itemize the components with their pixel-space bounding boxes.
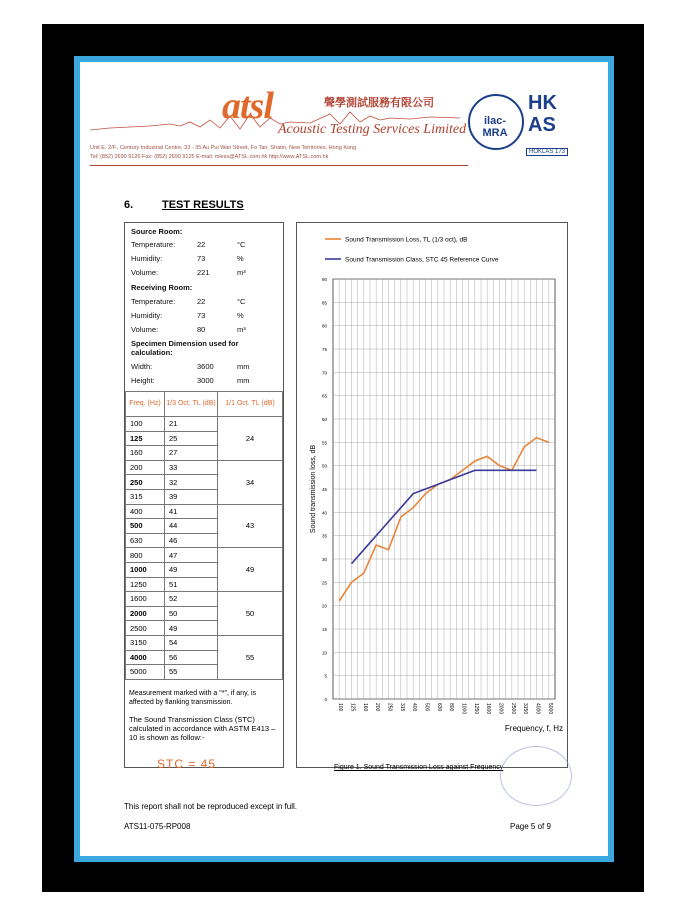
x-tick-label: 400 — [411, 703, 418, 712]
page-number: Page 5 of 9 — [510, 822, 551, 831]
legend-label: Sound Transmission Class, STC 45 Reference Curve — [345, 256, 499, 264]
col-full-oct: 1/1 Oct. TL (dB) — [218, 392, 283, 417]
freq-cell: 500 — [126, 519, 165, 534]
x-tick-label: 2000 — [497, 703, 504, 715]
source-volume-value: 221 — [197, 268, 210, 277]
receiving-room-heading: Receiving Room: — [131, 283, 193, 292]
freq-cell: 3150 — [126, 635, 165, 650]
source-temp-unit: °C — [237, 240, 246, 249]
x-tick-label: 200 — [374, 703, 381, 712]
y-tick-label: 40 — [321, 510, 327, 516]
x-tick-label: 5000 — [546, 703, 553, 715]
recv-temp-value: 22 — [197, 297, 206, 306]
x-tick-label: 315 — [398, 703, 405, 712]
y-tick-label: 30 — [321, 557, 327, 562]
x-tick-label: 1250 — [472, 703, 479, 715]
source-temp-label: Temperature: — [131, 240, 176, 249]
stc-value: STC = 45 — [157, 757, 217, 771]
third-oct-cell: 33 — [165, 460, 218, 475]
third-oct-cell: 52 — [165, 592, 218, 607]
height-unit: mm — [237, 376, 250, 385]
third-oct-cell: 56 — [165, 650, 218, 665]
ilac-mra-text: ilac-MRA — [482, 115, 508, 139]
table-row — [126, 504, 283, 519]
recv-humidity-value: 73 — [197, 311, 206, 320]
full-oct-cell: 55 — [218, 635, 283, 679]
freq-cell: 1000 — [126, 562, 165, 577]
height-value: 3000 — [197, 376, 214, 385]
chart-panel — [296, 222, 568, 768]
x-tick-label: 250 — [386, 703, 393, 712]
y-tick-label: 5 — [324, 673, 327, 679]
width-unit: mm — [237, 362, 250, 371]
third-oct-cell: 49 — [165, 621, 218, 636]
freq-cell: 5000 — [126, 665, 165, 680]
col-third-oct: 1/3 Oct. TL (dB) — [165, 392, 218, 417]
report-page — [80, 62, 608, 856]
freq-cell: 4000 — [126, 650, 165, 665]
y-tick-label: 55 — [321, 440, 327, 446]
header-divider — [90, 165, 468, 166]
table-row — [126, 417, 283, 432]
y-tick-label: 0 — [324, 697, 327, 702]
source-room-heading: Source Room: — [131, 227, 183, 236]
x-tick-label: 1000 — [460, 703, 467, 715]
y-tick-label: 45 — [321, 487, 327, 492]
specimen-heading: Specimen Dimension used for calculation: — [131, 339, 239, 357]
table-row — [126, 548, 283, 563]
x-tick-label: 3150 — [522, 703, 529, 715]
y-tick-label: 15 — [321, 627, 327, 632]
freq-cell: 125 — [126, 431, 165, 446]
test-conditions-table — [124, 222, 284, 771]
y-axis-label: Sound transmission loss, dB — [310, 444, 317, 534]
freq-cell: 630 — [126, 533, 165, 548]
freq-cell: 1250 — [126, 577, 165, 592]
freq-cell: 800 — [126, 548, 165, 563]
x-tick-label: 800 — [448, 703, 455, 712]
company-stamp — [500, 746, 572, 806]
third-oct-cell: 32 — [165, 475, 218, 490]
third-oct-cell: 27 — [165, 446, 218, 461]
legend-label: Sound Transmission Loss, TL (1/3 oct), dB — [345, 236, 468, 244]
hkas-logo: HKAS — [528, 92, 557, 136]
source-volume-label: Volume: — [131, 268, 159, 277]
source-humidity-value: 73 — [197, 254, 206, 263]
x-tick-label: 4000 — [534, 703, 541, 715]
third-oct-cell: 46 — [165, 533, 218, 548]
third-oct-cell: 49 — [165, 562, 218, 577]
freq-cell: 315 — [126, 489, 165, 504]
x-tick-label: 630 — [435, 703, 442, 712]
source-volume-unit: m³ — [237, 268, 246, 277]
y-tick-label: 75 — [321, 347, 327, 352]
third-oct-cell: 39 — [165, 489, 218, 504]
chinese-company-name: 聲學測試服務有限公司 — [324, 97, 434, 109]
x-tick-label: 125 — [349, 703, 356, 712]
figure-caption: Figure 1. Sound Transmission Loss against Frequency — [334, 764, 504, 771]
recv-volume-unit: m³ — [237, 325, 246, 334]
height-label: Height: — [131, 376, 155, 385]
width-label: Width: — [131, 362, 153, 371]
third-oct-cell: 25 — [165, 431, 218, 446]
col-freq: Freq. (Hz) — [126, 392, 165, 417]
third-oct-cell: 50 — [165, 606, 218, 621]
x-tick-label: 500 — [423, 703, 430, 712]
x-tick-label: 1600 — [485, 703, 492, 715]
y-tick-label: 35 — [321, 533, 327, 539]
recv-volume-label: Volume: — [131, 325, 159, 334]
y-tick-label: 65 — [321, 393, 327, 399]
third-oct-cell: 55 — [165, 665, 218, 680]
recv-volume-value: 80 — [197, 325, 206, 334]
third-oct-cell: 54 — [165, 635, 218, 650]
source-temp-value: 22 — [197, 240, 206, 249]
x-axis-label: Frequency, f, Hz — [504, 724, 563, 733]
company-name: Acoustic Testing Services Limited — [278, 122, 467, 137]
freq-cell: 100 — [126, 417, 165, 432]
x-tick-label: 2500 — [509, 703, 516, 715]
full-oct-cell: 34 — [218, 460, 283, 504]
width-value: 3600 — [197, 362, 214, 371]
third-oct-cell: 41 — [165, 504, 218, 519]
x-tick-label: 100 — [337, 703, 344, 712]
freq-cell: 250 — [126, 475, 165, 490]
y-tick-label: 20 — [321, 603, 327, 609]
section-title: TEST RESULTS — [162, 199, 244, 211]
third-oct-cell: 47 — [165, 548, 218, 563]
y-tick-label: 25 — [321, 580, 327, 586]
third-oct-cell: 51 — [165, 577, 218, 592]
freq-cell: 400 — [126, 504, 165, 519]
table-row — [126, 592, 283, 607]
stc-description: The Sound Transmission Class (STC) calculated in accordance with ASTM E413 – 10 is shown as follow:- — [129, 715, 276, 742]
table-row — [126, 460, 283, 475]
recv-humidity-unit: % — [237, 311, 244, 320]
full-oct-cell: 49 — [218, 548, 283, 592]
hkas-number: HOKLAS 173 — [526, 148, 568, 156]
full-oct-cell: 50 — [218, 592, 283, 636]
y-tick-label: 70 — [321, 370, 327, 376]
company-logo: atsl — [222, 85, 273, 127]
freq-cell: 2000 — [126, 606, 165, 621]
recv-temp-unit: °C — [237, 297, 246, 306]
transmission-loss-table — [125, 391, 283, 680]
table-row — [126, 635, 283, 650]
y-tick-label: 90 — [321, 277, 327, 282]
recv-humidity-label: Humidity: — [131, 311, 163, 320]
y-tick-label: 80 — [321, 323, 327, 329]
freq-cell: 1600 — [126, 592, 165, 607]
source-humidity-label: Humidity: — [131, 254, 163, 263]
y-tick-label: 10 — [321, 650, 327, 656]
freq-cell: 200 — [126, 460, 165, 475]
x-tick-label: 160 — [361, 703, 368, 712]
full-oct-cell: 24 — [218, 417, 283, 461]
full-oct-cell: 43 — [218, 504, 283, 548]
flanking-note: Measurement marked with a "*", if any, is affected by flanking transmission. — [129, 690, 256, 706]
third-oct-cell: 21 — [165, 417, 218, 432]
disclaimer: This report shall not be reproduced except in full. — [124, 802, 297, 811]
recv-temp-label: Temperature: — [131, 297, 176, 306]
y-tick-label: 85 — [321, 300, 327, 306]
report-number: ATS11-075-RP008 — [124, 822, 191, 831]
source-humidity-unit: % — [237, 254, 244, 263]
company-address: Unit E, 2/F., Century Industrial Centre, 33 - 35 Au Pui Wan Street, Fo Tan, Shatin, New Territories, Hong Kong Tel: (852) 2690 9126 Fax: (852) 2690 9125 E-mail: mless@ATSL.com.hk http://www.ATSL.com.hk — [90, 145, 357, 160]
tl-chart — [297, 223, 567, 767]
y-tick-label: 60 — [321, 417, 327, 422]
freq-cell: 160 — [126, 446, 165, 461]
third-oct-cell: 44 — [165, 519, 218, 534]
freq-cell: 2500 — [126, 621, 165, 636]
y-tick-label: 50 — [321, 463, 327, 469]
section-number: 6. — [124, 199, 134, 211]
